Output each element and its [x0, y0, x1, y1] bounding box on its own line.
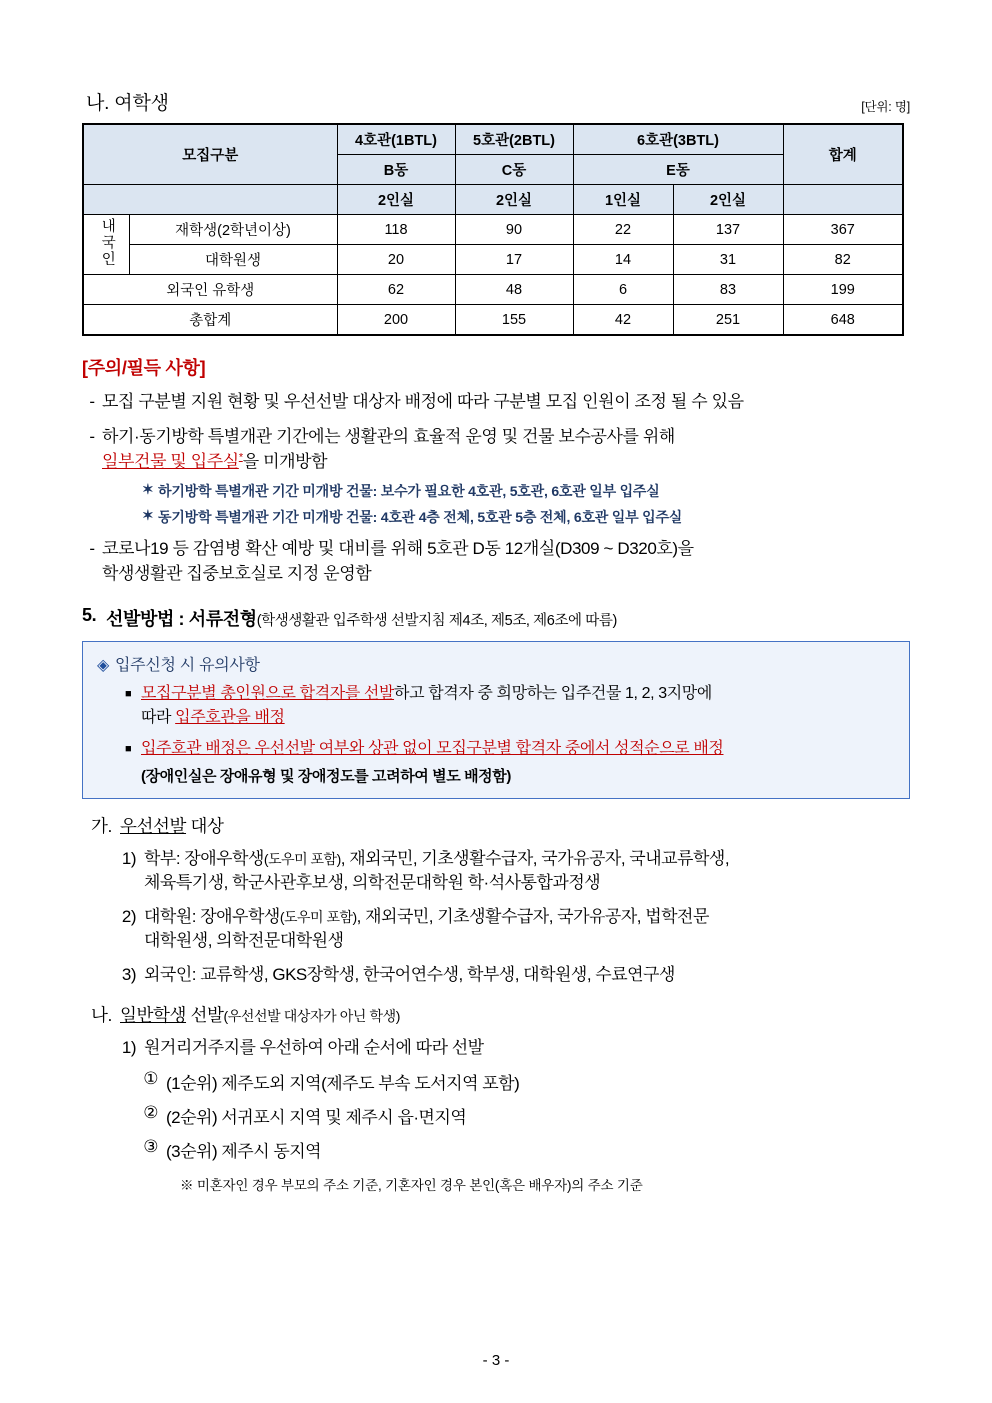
priority-rest: 대상	[186, 815, 224, 836]
priority-underlined: 우선선발	[120, 815, 187, 836]
priority-item-3-text: 외국인: 교류학생, GKS장학생, 한국어연수생, 학부생, 대학원생, 수료연구생	[144, 965, 675, 985]
p1-line1: 학부: 장애우학생	[144, 848, 264, 868]
rank-item-3	[82, 1137, 910, 1162]
diamond-icon: ◈	[97, 656, 110, 674]
notice-box-item-2-text: 입주호관 배정은 우선선발 여부와 상관 없이 모집구분별 합격자 중에서 성적순으로 배정	[141, 739, 724, 757]
rank-1-marker: ①	[143, 1069, 158, 1089]
row-3-val-4: 83	[673, 275, 783, 305]
general-heading-text	[120, 1002, 400, 1027]
notice-text-1: 모집 구분별 지원 현황 및 우선선발 대상자 배정에 따라 구분별 모집 인원이 조정 될 수 있음	[102, 392, 744, 411]
p1-line1-rest: , 재외국민, 기초생활수급자, 국가유공자, 국내교류학생,	[340, 848, 730, 868]
star-note-2-text: 동기방학 특별개관 기간 미개방 건물: 4호관 4층 전체, 5호관 5층 전체, 6호관 일부 입주실	[158, 508, 683, 525]
notice-text-2	[102, 424, 910, 475]
general-marker: 나.	[91, 1004, 112, 1025]
row-2-val-4: 31	[673, 245, 783, 275]
header-category: 모집구분	[83, 124, 337, 185]
header-room-2: 2인실	[455, 185, 573, 215]
section-title: 나. 여학생	[86, 93, 169, 114]
row-label-4: 총합계	[83, 305, 337, 336]
section-5-number: 5.	[82, 604, 97, 625]
priority-item-3-marker: 3)	[121, 965, 136, 985]
dash-marker: -	[89, 426, 95, 446]
table-row	[83, 275, 903, 305]
rank-2-text: (2순위) 서귀포시 지역 및 제주시 읍·면지역	[166, 1108, 467, 1128]
header-building-1: 4호관(1BTL)	[337, 124, 455, 155]
corona-line-1: 코로나19 등 감염병 확산 예방 및 대비를 위해 5호관 D동 12개실(D309 ~ D320호)을	[102, 538, 694, 558]
p2-line1-rest: , 재외국민, 기초생활수급자, 국가유공자, 법학전문	[356, 906, 709, 926]
header-room-blank	[83, 185, 337, 215]
notice-box-note: (장애인실은 장애유형 및 장애정도를 고려하여 별도 배정함)	[141, 767, 511, 785]
priority-item-1-text	[144, 847, 729, 896]
header-room-1: 2인실	[337, 185, 455, 215]
header-building-3: 6호관(3BTL)	[573, 124, 783, 155]
row-4-val-2: 155	[455, 305, 573, 336]
rank-3-marker: ③	[143, 1137, 158, 1157]
header-total-blank	[783, 185, 903, 215]
notice-box-title-text: 입주신청 시 유의사항	[115, 656, 260, 674]
notice-box-item-1	[97, 682, 895, 730]
general-rest: 선발	[186, 1004, 224, 1025]
section-5-title: 선발방법 : 서류전형	[106, 608, 257, 629]
row-2-val-1: 20	[337, 245, 455, 275]
page-number: - 3 -	[482, 1352, 510, 1369]
star-icon: ✶	[142, 506, 154, 523]
row-4-val-4: 251	[673, 305, 783, 336]
table-row	[83, 245, 903, 275]
section-5	[82, 605, 910, 631]
table-total-row	[83, 305, 903, 336]
notice-item-corona	[82, 536, 910, 587]
notice-text-2b: 일부건물 및 입주실	[102, 452, 239, 471]
p1-line1-small: (도우미 포함)	[263, 850, 341, 867]
header-wing-2: C동	[455, 155, 573, 185]
notice-title: [주의/필득 사항]	[82, 358, 206, 378]
row-2-val-2: 17	[455, 245, 573, 275]
notice-box-title	[97, 652, 895, 675]
rank-2-marker: ②	[143, 1103, 158, 1123]
row-1-total: 367	[783, 215, 903, 245]
row-label-3: 외국인 유학생	[83, 275, 337, 305]
p2-line1-small: (도우미 포함)	[279, 908, 357, 925]
dash-marker: -	[89, 538, 95, 558]
row-1-val-3: 22	[573, 215, 673, 245]
general-underlined: 일반학생	[120, 1004, 187, 1025]
row-3-val-3: 6	[573, 275, 673, 305]
square-bullet-icon: ■	[125, 742, 132, 755]
rank-3-text: (3순위) 제주시 동지역	[166, 1142, 322, 1162]
star-icon: ✶	[142, 480, 154, 497]
rank-1-text: (1순위) 제주도외 지역(제주도 부속 도서지역 포함)	[166, 1074, 520, 1094]
table-row	[83, 215, 903, 245]
capacity-table	[82, 123, 904, 336]
general-section-heading	[82, 1002, 910, 1027]
header-building-2: 5호관(2BTL)	[455, 124, 573, 155]
priority-section-heading	[82, 813, 910, 838]
notice-box-item-1-text	[141, 682, 712, 730]
document-content	[82, 88, 910, 1194]
row-2-total: 82	[783, 245, 903, 275]
row-1-val-1: 118	[337, 215, 455, 245]
general-item-1	[82, 1036, 910, 1061]
side-label-domestic: 내국인	[83, 215, 129, 275]
notice-item	[82, 424, 910, 475]
priority-item-1-marker: 1)	[121, 848, 136, 868]
star-note-1-text: 하기방학 특별개관 기간 미개방 건물: 보수가 필요한 4호관, 5호관, 6호관 일부 입주실	[158, 482, 660, 499]
item-1-part-b: 하고 합격자 중 희망하는 입주건물 1, 2, 3지망에	[394, 684, 712, 702]
row-4-val-3: 42	[573, 305, 673, 336]
row-3-total: 199	[783, 275, 903, 305]
star-note-2	[82, 507, 910, 527]
priority-item-3	[82, 963, 910, 988]
item-1-part-d: 입주호관을 배정	[175, 708, 285, 726]
section-header	[82, 88, 910, 115]
general-item-1-marker: 1)	[121, 1037, 136, 1057]
priority-item-1	[82, 847, 910, 896]
row-label-1: 재학생(2학년이상)	[129, 215, 337, 245]
item-1-part-a: 모집구분별 총인원으로 합격자를 선발	[141, 684, 395, 702]
square-bullet-icon: ■	[125, 687, 132, 700]
section-5-text	[106, 605, 617, 631]
row-1-val-4: 137	[673, 215, 783, 245]
notice-corona-text	[102, 536, 910, 587]
row-label-2: 대학원생	[129, 245, 337, 275]
row-4-total: 648	[783, 305, 903, 336]
general-item-1-text: 원거리거주지를 우선하여 아래 순서에 따라 선발	[144, 1037, 484, 1057]
priority-item-2-marker: 2)	[121, 906, 136, 926]
header-room-3: 1인실	[573, 185, 673, 215]
dash-marker: -	[89, 392, 95, 411]
unit-label: [단위: 명]	[861, 100, 910, 114]
table-header-row-1	[83, 124, 903, 155]
row-1-val-2: 90	[455, 215, 573, 245]
rank-item-1	[82, 1069, 910, 1094]
priority-item-2	[82, 905, 910, 954]
table-header-row-3	[83, 185, 903, 215]
p1-line2: 체육특기생, 학군사관후보생, 의학전문대학원 학·석사통합과정생	[144, 873, 601, 893]
header-room-4: 2인실	[673, 185, 783, 215]
row-3-val-2: 48	[455, 275, 573, 305]
star-note-1	[82, 481, 910, 501]
corona-line-2: 학생생활관 집중보호실로 지정 운영함	[102, 564, 372, 583]
notice-item	[82, 389, 910, 415]
general-rest-small: (우선선발 대상자가 아닌 학생)	[223, 1007, 400, 1024]
notice-box	[82, 641, 910, 799]
notice-text-2c: *	[238, 451, 243, 464]
priority-heading-text	[120, 813, 224, 838]
row-2-val-3: 14	[573, 245, 673, 275]
priority-item-2-text	[144, 905, 709, 954]
row-3-val-1: 62	[337, 275, 455, 305]
item-1-part-c: 따라	[141, 708, 176, 726]
general-note: ※ 미혼자인 경우 부모의 주소 기준, 기혼자인 경우 본인(혹은 배우자)의 주소 기준	[180, 1178, 643, 1194]
p2-line2: 대학원생, 의학전문대학원생	[144, 931, 344, 951]
header-wing-3: E동	[573, 155, 783, 185]
notice-text-2d: 을 미개방함	[242, 452, 328, 471]
p2-line1: 대학원: 장애우학생	[144, 906, 280, 926]
header-wing-1: B동	[337, 155, 455, 185]
rank-item-2	[82, 1103, 910, 1128]
notice-text-2a: 하기·동기방학 특별개관 기간에는 생활관의 효율적 운영 및 건물 보수공사를 위해	[102, 426, 675, 446]
row-4-val-1: 200	[337, 305, 455, 336]
header-total: 합계	[783, 124, 903, 185]
priority-marker: 가.	[91, 815, 112, 836]
section-5-sub: (학생생활관 입주학생 선발지침 제4조, 제5조, 제6조에 따름)	[256, 612, 617, 629]
notice-box-item-2	[97, 737, 895, 761]
